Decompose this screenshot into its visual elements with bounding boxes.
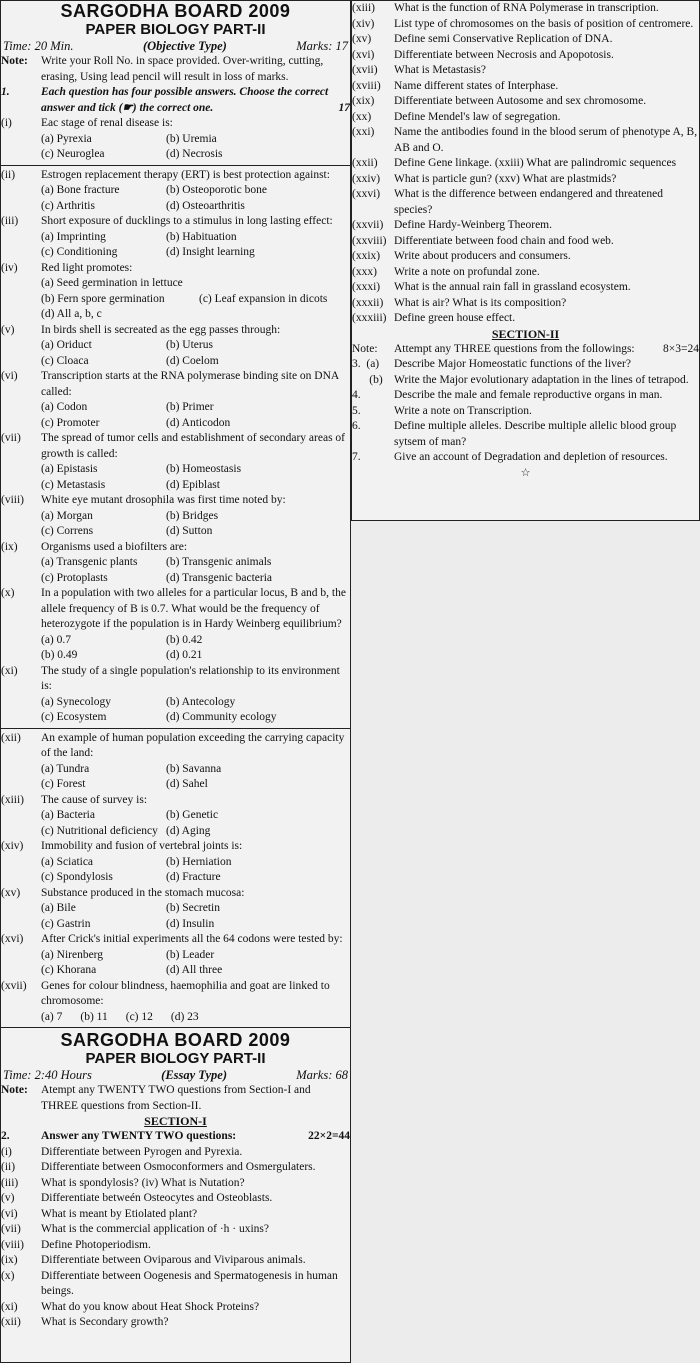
mcq-option-a: (a) Bacteria xyxy=(41,809,95,821)
short-question-number: (xxxii) xyxy=(352,296,384,309)
mcq-option-c: (c) Gastrin xyxy=(41,917,91,930)
short-question xyxy=(1,1207,350,1223)
long-question xyxy=(352,404,699,420)
long-question-text: Give an account of Degradation and depletion of resources. xyxy=(394,451,668,463)
short-question-text: Define Hardy-Weinberg Theorem. xyxy=(394,219,552,231)
short-question-number: (xiv) xyxy=(352,17,375,30)
mcq-option-d: (d) Sutton xyxy=(166,525,213,537)
objective-paper-title: PAPER BIOLOGY PART-II xyxy=(85,21,266,38)
long-questions xyxy=(352,357,699,466)
mcq-option-b: (b) Leader xyxy=(166,948,215,961)
mcq-option-d: (d) 0.21 xyxy=(166,649,203,661)
mcq-option-a: (a) Codon xyxy=(41,401,88,413)
short-question-text: What is the difference between endangered and threatened species? xyxy=(394,188,663,216)
mcq-text: Transcription starts at the RNA polymerase binding site on DNA called: xyxy=(41,370,339,398)
section-2-note-text: Attempt any THREE questions from the followings: xyxy=(394,342,635,355)
mcq-question xyxy=(1,116,350,132)
short-question-text: Differentiate between Pyrogen and Pyrexia. xyxy=(41,1145,243,1158)
long-question-text: Write a note on Transcription. xyxy=(394,404,532,417)
mcq-option-b: (b) Habituation xyxy=(166,230,237,243)
short-question-number: (xi) xyxy=(1,1300,18,1313)
short-question-number: (xix) xyxy=(352,95,375,107)
question-1-marks: 17 xyxy=(338,101,350,114)
essay-note-text: Atempt any TWENTY TWO questions from Section-I and THREE questions from Section-II. xyxy=(41,1084,311,1112)
short-question xyxy=(352,234,699,250)
mcq-number: (xvi) xyxy=(1,933,24,945)
short-question-text: Differentiate betweén Osteocytes and Osteoblasts. xyxy=(41,1192,273,1204)
mcq-text: Eac stage of renal disease is: xyxy=(41,117,173,129)
mcq-option-d: (d) Insulin xyxy=(166,917,215,930)
short-question-number: (xxvi) xyxy=(352,188,381,200)
mcq-question xyxy=(1,540,350,556)
mcq-number: (xiii) xyxy=(1,793,24,806)
short-question xyxy=(1,1300,350,1316)
long-question-text: Write the Major evolutionary adaptation in the lines of tetrapod. xyxy=(394,373,689,386)
mcq-list xyxy=(1,116,350,1025)
short-question xyxy=(1,1238,350,1254)
essay-type: (Essay Type) xyxy=(161,1068,227,1082)
short-question-text: Define Gene linkage. (xxiii) What are palindromic sequences xyxy=(394,157,677,169)
short-question xyxy=(1,1269,350,1300)
mcq-option-c: (c) Nutritional deficiency xyxy=(41,824,158,837)
mcq-question xyxy=(1,431,350,462)
short-question-text: What is the annual rain fall in grassland ecosystem. xyxy=(394,281,631,293)
mcq-option-c: (c) Metastasis xyxy=(41,478,106,491)
mcq-options xyxy=(1,183,350,214)
mcq-options xyxy=(1,901,350,932)
objective-note xyxy=(1,54,350,85)
essay-time: Time: 2:40 Hours xyxy=(3,1068,92,1082)
mcq-text: Organisms used a biofilters are: xyxy=(41,540,188,553)
mcq-option-c: (c) Conditioning xyxy=(41,246,118,258)
mcq-number: (vi) xyxy=(1,370,18,382)
question-2-number: 2. xyxy=(1,1130,10,1142)
long-question-text: Describe Major Homeostatic functions of the liver? xyxy=(394,358,631,370)
mcq-question xyxy=(1,731,350,762)
short-question-number: (xx) xyxy=(352,110,372,123)
mcq-text: White eye mutant drosophila was first time noted by: xyxy=(41,494,286,506)
short-question-number: (xxii) xyxy=(352,157,378,169)
mcq-options xyxy=(1,855,350,886)
short-question-text: Differentiate between Oviparous and Viviparous animals. xyxy=(41,1254,306,1266)
mcq-option-b: (b) Bridges xyxy=(166,509,219,522)
mcq-text: In a population with two alleles for a particular locus, B and b, the allele frequency of B is 0.7. What would be the frequency of heterozygote if the population is in Hardy Weinberg equilibrium? xyxy=(41,587,346,630)
short-question-number: (xv) xyxy=(352,33,372,45)
mcq-option-b: (b) Transgenic animals xyxy=(166,556,272,568)
mcq-text: The cause of survey is: xyxy=(41,793,148,806)
mcq-options xyxy=(1,808,350,839)
mcq-option-d: (d) Anticodon xyxy=(166,416,231,429)
short-question-number: (xxx) xyxy=(352,265,377,278)
short-question-text: What do you know about Heat Shock Proteins? xyxy=(41,1300,260,1313)
mcq-option-a: (a) Bile xyxy=(41,902,76,914)
question-2 xyxy=(1,1129,350,1145)
mcq-option: (b) 11 xyxy=(80,1010,108,1023)
long-question-text: Define multiple alleles. Describe multiple allelic blood group sytsem of man? xyxy=(394,420,677,448)
mcq-option-d: (d) Epiblast xyxy=(166,478,220,491)
mcq-text: Immobility and fusion of vertebral joints is: xyxy=(41,840,243,852)
mcq-option-b: (b) Uterus xyxy=(166,339,213,351)
short-question xyxy=(352,110,699,126)
short-question-number: (xxi) xyxy=(352,126,375,138)
mcq-option-a: (a) Morgan xyxy=(41,509,93,522)
short-question xyxy=(352,218,699,234)
section-1-heading: SECTION-I xyxy=(144,1114,207,1128)
mcq-text: Substance produced in the stomach mucosa: xyxy=(41,886,245,899)
short-question xyxy=(352,172,699,188)
mcq-option-b: (b) Antecology xyxy=(166,695,236,708)
short-question-text: Write a note on profundal zone. xyxy=(394,265,540,278)
mcq-option-b: (b) Herniation xyxy=(166,855,232,868)
mcq-options xyxy=(1,555,350,586)
mcq-option-c: (c) Correns xyxy=(41,525,94,537)
short-question-text: What is the commercial application of ·h · uxins? xyxy=(41,1223,270,1235)
mcq-options xyxy=(1,400,350,431)
mcq-question xyxy=(1,839,350,855)
short-question xyxy=(1,1160,350,1176)
mcq-option-c: (c) Cloaca xyxy=(41,354,89,367)
mcq-option: (d) 23 xyxy=(170,1010,199,1023)
short-question-number: (xxviii) xyxy=(352,234,387,247)
mcq-options xyxy=(1,695,350,726)
mcq-option-a: (a) Pyrexia xyxy=(41,132,92,145)
short-question-text: What is the function of RNA Polymerase in transcription. xyxy=(394,2,659,14)
mcq-option-c: (c) Khorana xyxy=(41,964,97,976)
mcq-option-a: (a) Nirenberg xyxy=(41,948,104,961)
mcq-option-b: (b) Genetic xyxy=(166,809,219,821)
mcq-text: Estrogen replacement therapy (ERT) is best protection against: xyxy=(41,168,330,181)
short-question-number: (i) xyxy=(1,1145,12,1158)
short-question xyxy=(352,1,699,17)
mcq-text: Red light promotes: xyxy=(41,261,133,274)
mcq-text: The spread of tumor cells and establishment of secondary areas of growth is called: xyxy=(41,432,346,460)
mcq-option-d: (d) Community ecology xyxy=(166,711,277,723)
long-question xyxy=(352,373,699,389)
long-question-number: 5. xyxy=(352,404,361,417)
long-question-number: 3. (a) xyxy=(352,358,380,370)
mcq-option-a: (a) Transgenic plants xyxy=(41,556,138,568)
short-question-number: (xxxi) xyxy=(352,281,381,293)
essay-note-label: Note: xyxy=(1,1084,28,1096)
short-question-text: Differentiate between Autosome and sex chromosome. xyxy=(394,95,647,107)
objective-type: (Objective Type) xyxy=(142,39,227,53)
short-question xyxy=(352,63,699,79)
short-question xyxy=(1,1145,350,1161)
mcq-option-a: (a) Oriduct xyxy=(41,339,92,351)
mcq-text: An example of human population exceeding the carrying capacity of the land: xyxy=(41,731,345,759)
long-question xyxy=(352,419,699,450)
mcq-option-b: (b) Uremia xyxy=(166,132,217,145)
mcq-option-b: (b) Osteoporotic bone xyxy=(166,184,267,196)
mcq-text: Short exposure of ducklings to a stimulus in long lasting effect: xyxy=(41,215,333,227)
short-question xyxy=(352,48,699,64)
mcq-option-d: (d) Osteoarthritis xyxy=(166,199,245,212)
mcq-number: (x) xyxy=(1,587,15,599)
mcq-question xyxy=(1,323,350,339)
mcq-number: (viii) xyxy=(1,494,24,506)
short-question-number: (xviii) xyxy=(352,79,381,92)
mcq-number: (xii) xyxy=(1,731,21,744)
mcq-option-d: (d) All a, b, c xyxy=(41,308,102,320)
mcq-question xyxy=(1,932,350,948)
mcq-options xyxy=(1,509,350,540)
mcq-number: (xvii) xyxy=(1,979,27,992)
question-2-text: Answer any TWENTY TWO questions: xyxy=(41,1130,237,1142)
mcq-number: (ix) xyxy=(1,540,18,553)
short-question-number: (xiii) xyxy=(352,2,375,14)
mcq-option-d: (d) Coelom xyxy=(166,354,219,367)
question-1-number: 1. xyxy=(1,86,10,98)
mcq-option-a: (a) Sciatica xyxy=(41,855,94,868)
mcq-option-b: (b) Primer xyxy=(166,401,214,413)
short-question-text: Name different states of Interphase. xyxy=(394,79,559,92)
mcq-number: (vii) xyxy=(1,432,21,444)
short-question-text: What is meant by Etiolated plant? xyxy=(41,1207,198,1220)
mcq-text: Genes for colour blindness, haemophilia and goat are linked to chromosome: xyxy=(41,979,330,1007)
short-question xyxy=(1,1222,350,1238)
mcq-option-c: (c) Spondylosis xyxy=(41,871,113,883)
mcq-number: (iii) xyxy=(1,215,19,227)
essay-paper-title: PAPER BIOLOGY PART-II xyxy=(85,1050,266,1067)
mcq-option-a: (a) 0.7 xyxy=(41,633,72,646)
short-question-number: (vi) xyxy=(1,1207,18,1220)
mcq-option-c: (c) Leaf expansion in dicots xyxy=(199,292,328,305)
mcq-option-d: (d) All three xyxy=(166,964,223,976)
short-question xyxy=(352,79,699,95)
short-question-text: What is spondylosis? (iv) What is Nutation? xyxy=(41,1176,245,1189)
long-question xyxy=(352,450,699,466)
short-questions-right xyxy=(352,1,699,327)
short-question-text: Differentiate between Osmoconformers and Osmergulaters. xyxy=(41,1161,316,1173)
short-question xyxy=(352,187,699,218)
mcq-number: (xi) xyxy=(1,664,18,677)
mcq-options xyxy=(1,292,350,308)
mcq-option-a: (a) Bone fracture xyxy=(41,184,120,196)
mcq-options xyxy=(1,307,350,323)
short-question xyxy=(352,17,699,33)
section-2-marks: 8×3=24 xyxy=(663,342,699,355)
short-question-number: (xxix) xyxy=(352,250,381,262)
short-question-text: Write about producers and consumers. xyxy=(394,250,571,262)
mcq-option-a: (a) Imprinting xyxy=(41,230,106,243)
short-question xyxy=(352,125,699,156)
short-question-number: (v) xyxy=(1,1192,15,1204)
short-question-text: Differentiate between Necrosis and Apopotosis. xyxy=(394,48,614,61)
short-question-number: (xvi) xyxy=(352,48,375,61)
mcq-number: (v) xyxy=(1,323,15,336)
short-question xyxy=(352,265,699,281)
question-2-marks: 22×2=44 xyxy=(308,1130,350,1142)
essay-meta xyxy=(1,1067,350,1083)
short-question-number: (xxxiii) xyxy=(352,312,387,324)
mcq-number: (xv) xyxy=(1,886,21,899)
mcq-question xyxy=(1,793,350,809)
short-question-number: (xxvii) xyxy=(352,219,384,231)
short-question-number: (vii) xyxy=(1,1223,21,1235)
section-2-note xyxy=(352,342,699,358)
short-question-number: (xvii) xyxy=(352,64,378,76)
mcq-text: The study of a single population's relationship to its environment is: xyxy=(41,664,340,692)
mcq-option-d: (d) Sahel xyxy=(166,778,208,790)
short-question xyxy=(352,156,699,172)
section-2-heading: SECTION-II xyxy=(491,326,560,341)
mcq-option-a: (a) Epistasis xyxy=(41,463,98,475)
short-question xyxy=(1,1176,350,1192)
mcq-option-d: (d) Insight learning xyxy=(166,246,255,258)
mcq-option-c: (c) Arthritis xyxy=(41,199,95,212)
mcq-question xyxy=(1,261,350,277)
section-2-note-label: Note: xyxy=(352,342,378,355)
short-question-number: (iii) xyxy=(1,1176,19,1189)
long-question-number: 7. xyxy=(352,451,361,463)
mcq-option-d: (d) Necrosis xyxy=(166,148,223,160)
mcq-option-c: (c) Protoplasts xyxy=(41,571,108,584)
mcq-options xyxy=(1,462,350,493)
mcq-options xyxy=(1,1010,350,1026)
mcq-text: In birds shell is secreated as the egg passes through: xyxy=(41,323,281,336)
mcq-question xyxy=(1,979,350,1010)
question-1-text: Each question has four possible answers. Choose the correct answer and tick (☛) the correct one. xyxy=(41,86,329,114)
question-1 xyxy=(1,85,350,116)
short-question xyxy=(352,311,699,327)
mcq-question xyxy=(1,886,350,902)
short-question-number: (xii) xyxy=(1,1316,21,1328)
short-question xyxy=(352,249,699,265)
mcq-options xyxy=(1,338,350,369)
short-question xyxy=(1,1191,350,1207)
essay-note xyxy=(1,1083,350,1114)
long-question-number: 4. xyxy=(352,389,361,401)
mcq-number: (ii) xyxy=(1,168,16,181)
short-question-text: Define semi Conservative Replication of DNA. xyxy=(394,33,613,45)
short-question-text: Differentiate between food chain and food web. xyxy=(394,234,614,247)
mcq-option: (a) 7 xyxy=(41,1010,63,1023)
mcq-question xyxy=(1,369,350,400)
objective-marks: Marks: 17 xyxy=(296,39,348,53)
mcq-option-b: (b) Homeostasis xyxy=(166,463,242,475)
essay-board-title: SARGODHA BOARD 2009 xyxy=(60,1030,291,1050)
mcq-options xyxy=(1,762,350,793)
mcq-question xyxy=(1,214,350,230)
mcq-option-b: (b) Secretin xyxy=(166,902,220,914)
short-question-number: (viii) xyxy=(1,1238,24,1251)
mcq-option-c: (c) Neuroglea xyxy=(41,148,105,160)
mcq-text: After Crick's initial experiments all the 64 codons were tested by: xyxy=(41,933,343,945)
mcq-option-a: (a) Seed germination in lettuce xyxy=(41,277,183,289)
mcq-option-a: (a) Tundra xyxy=(41,762,90,775)
mcq-option-d: (d) Aging xyxy=(166,824,211,837)
mcq-number: (xiv) xyxy=(1,840,24,852)
short-question xyxy=(352,94,699,110)
note-label: Note: xyxy=(1,55,28,67)
short-question-number: (xxiv) xyxy=(352,172,381,185)
mcq-option: (c) 12 xyxy=(125,1010,153,1023)
short-question xyxy=(352,32,699,48)
essay-marks: Marks: 68 xyxy=(296,1068,348,1082)
mcq-options xyxy=(1,633,350,664)
long-question-number: 6. xyxy=(352,420,361,432)
mcq-option-c: (c) Ecosystem xyxy=(41,711,107,723)
mcq-question xyxy=(1,664,350,695)
short-question xyxy=(1,1315,350,1331)
short-question xyxy=(352,280,699,296)
short-question-text: What is particle gun? (xxv) What are plastmids? xyxy=(394,172,617,185)
mcq-option-c: (c) Forest xyxy=(41,778,86,790)
mcq-option-a: (a) Synecology xyxy=(41,695,111,708)
short-question-text: Define green house effect. xyxy=(394,312,516,324)
objective-meta xyxy=(1,38,350,54)
long-question xyxy=(352,357,699,373)
short-question-number: (x) xyxy=(1,1269,15,1282)
note-text: Write your Roll No. in space provided. Over-writing, cutting, erasing, Using lead pencil will result in loss of marks. xyxy=(41,55,324,83)
right-column xyxy=(351,0,700,521)
short-question-text: What is Secondary growth? xyxy=(41,1316,169,1328)
mcq-option-d: (d) Transgenic bacteria xyxy=(166,571,273,584)
mcq-option-c: (c) Promoter xyxy=(41,416,100,429)
short-question-text: Name the antibodies found in the blood serum of phenotype A, B, AB and O. xyxy=(394,126,698,154)
short-question-text: What is air? What is its composition? xyxy=(394,296,567,309)
short-question-number: (ix) xyxy=(1,1254,18,1266)
short-question-text: Differentiate between Oogenesis and Spermatogenesis in human beings. xyxy=(41,1269,338,1297)
short-question-number: (ii) xyxy=(1,1161,16,1173)
mcq-option-b: (b) Fern spore germination xyxy=(41,292,165,305)
short-questions-left xyxy=(1,1145,350,1331)
mcq-number: (i) xyxy=(1,117,12,129)
mcq-question xyxy=(1,493,350,509)
end-star-icon: ☆ xyxy=(520,466,531,479)
mcq-option-b: (b) 0.42 xyxy=(166,633,203,646)
mcq-option-d: (d) Fracture xyxy=(166,871,221,883)
mcq-options xyxy=(1,230,350,261)
mcq-option-b: (b) Savanna xyxy=(166,762,222,775)
short-question xyxy=(1,1253,350,1269)
long-question xyxy=(352,388,699,404)
mcq-options xyxy=(1,132,350,163)
mcq-number: (iv) xyxy=(1,261,18,274)
mcq-question xyxy=(1,586,350,633)
objective-time: Time: 20 Min. xyxy=(3,39,74,53)
short-question xyxy=(352,296,699,312)
objective-board-title: SARGODHA BOARD 2009 xyxy=(60,1,291,21)
short-question-text: List type of chromosomes on the basis of position of centromere. xyxy=(394,17,694,30)
long-question-text: Describe the male and female reproductive organs in man. xyxy=(394,389,663,401)
mcq-options xyxy=(1,276,350,292)
mcq-options xyxy=(1,948,350,979)
mcq-question xyxy=(1,168,350,184)
short-question-text: Define Photoperiodism. xyxy=(41,1238,151,1251)
long-question-number: (b) xyxy=(352,373,383,386)
mcq-option-c: (b) 0.49 xyxy=(41,649,78,661)
short-question-text: Define Mendel's law of segregation. xyxy=(394,110,561,123)
short-question-text: What is Metastasis? xyxy=(394,64,486,76)
